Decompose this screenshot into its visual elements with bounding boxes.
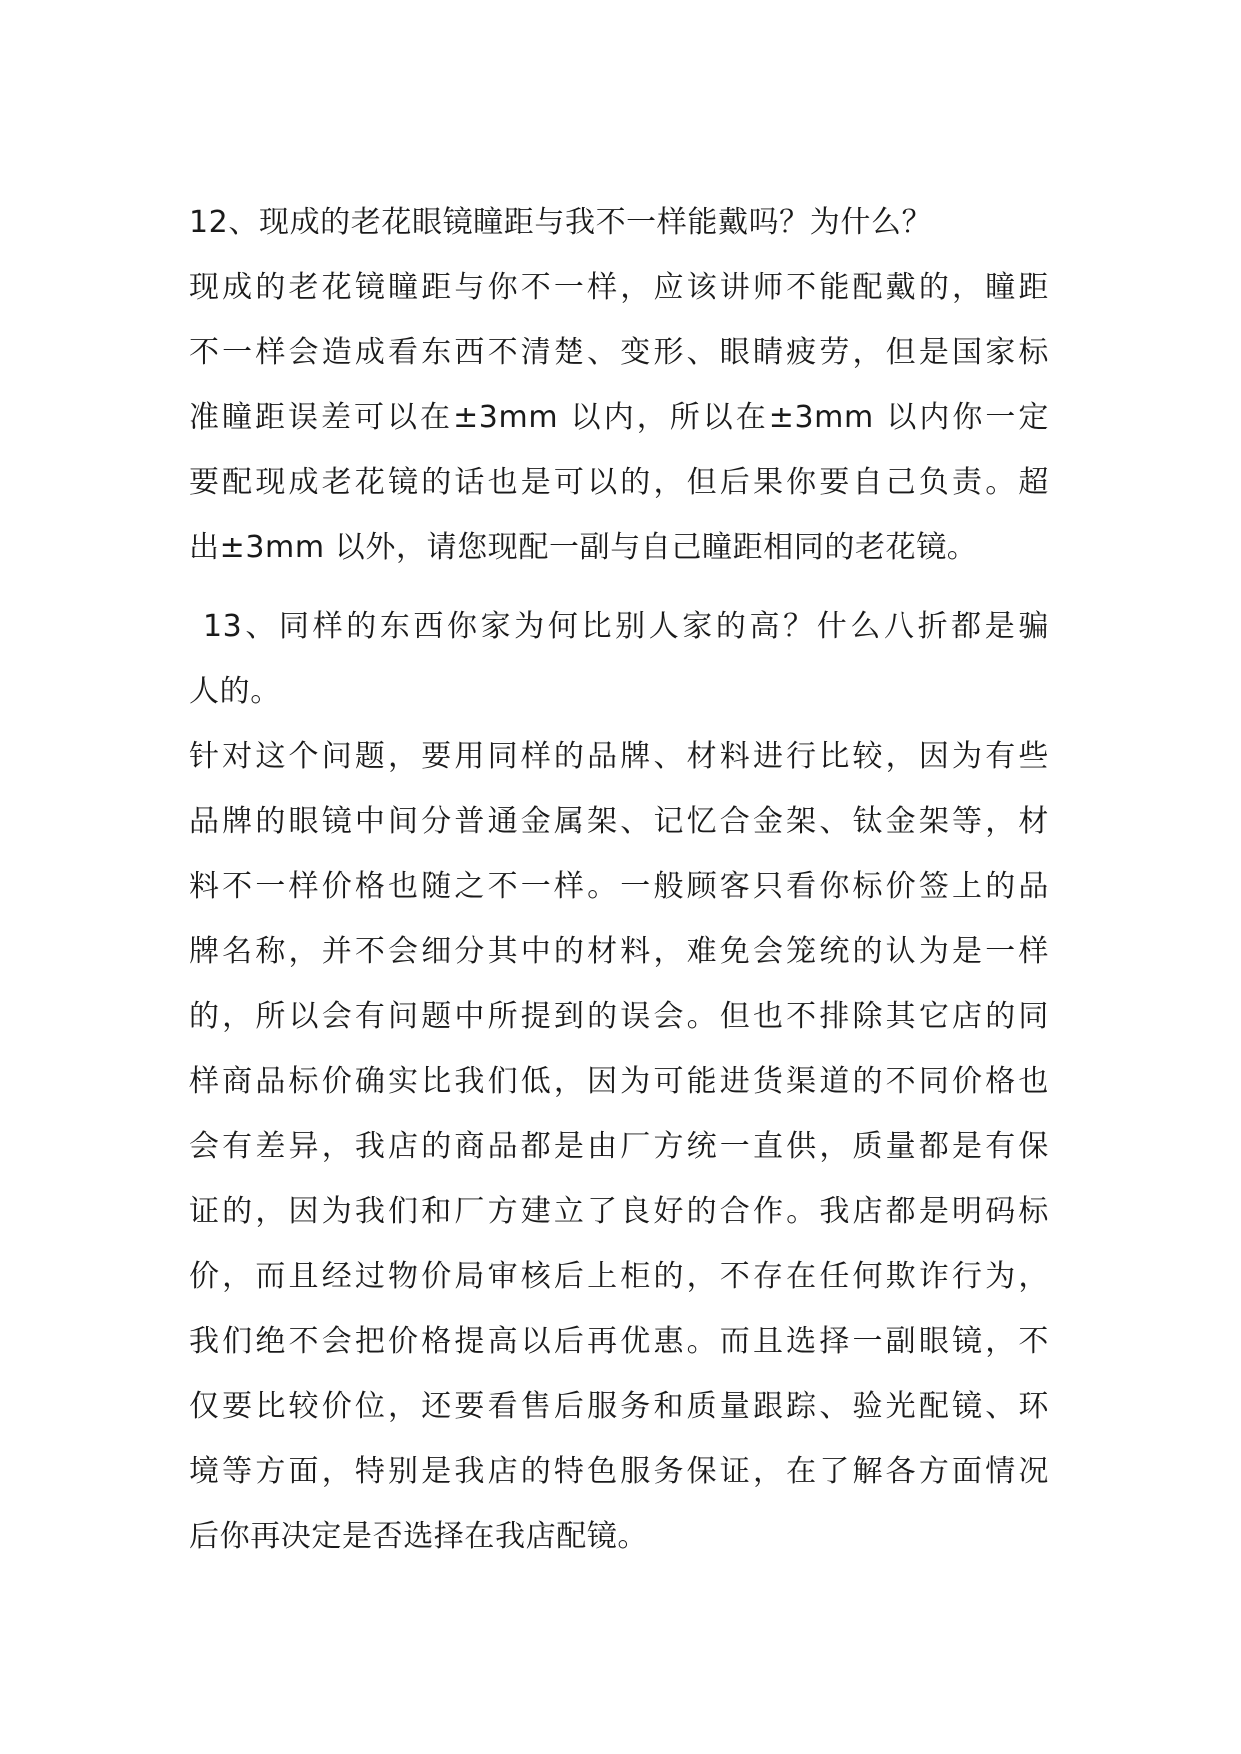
answer-13-line: 我们绝不会把价格提高以后再优惠。而且选择一副眼镜，不 [189,1324,1049,1359]
paragraph-spacer [189,580,1049,594]
answer-13-line: 仅要比较价位，还要看售后服务和质量跟踪、验光配镜、环 [189,1389,1049,1424]
answer-13-line: 后你再决定是否选择在我店配镜。 [189,1519,648,1554]
question-12-heading: 12、现成的老花眼镜瞳距与我不一样能戴吗？为什么？ [189,205,933,240]
answer-13-line: 价，而且经过物价局审核后上柜的，不存在任何欺诈行为， [189,1259,1049,1294]
faq-item-12 [189,190,1049,580]
answer-13-line: 牌名称，并不会细分其中的材料，难免会笼统的认为是一样 [189,934,1049,969]
answer-12-line: 出±3mm 以外，请您现配一副与自己瞳距相同的老花镜。 [189,530,978,565]
answer-12-line: 准瞳距误差可以在±3mm 以内，所以在±3mm 以内你一定 [189,400,1049,435]
answer-13-line: 的，所以会有问题中所提到的误会。但也不排除其它店的同 [189,999,1049,1034]
answer-13-line: 证的，因为我们和厂方建立了良好的合作。我店都是明码标 [189,1194,1049,1229]
answer-13-line: 样商品标价确实比我们低，因为可能进货渠道的不同价格也 [189,1064,1049,1099]
answer-12-line: 要配现成老花镜的话也是可以的，但后果你要自己负责。超 [189,465,1049,500]
answer-13-line: 品牌的眼镜中间分普通金属架、记忆合金架、钛金架等，材 [189,804,1049,839]
faq-item-13 [189,594,1049,1569]
answer-13-line: 针对这个问题，要用同样的品牌、材料进行比较，因为有些 [189,739,1049,774]
answer-12-line: 不一样会造成看东西不清楚、变形、眼睛疲劳，但是国家标 [189,335,1049,370]
question-13-heading: 13、同样的东西你家为何比别人家的高？什么八折都是骗 [203,609,1049,644]
question-13-heading: 人的。 [189,674,281,709]
answer-13-line: 会有差异，我店的商品都是由厂方统一直供，质量都是有保 [189,1129,1049,1164]
document-page [189,190,1049,1569]
answer-12-line: 现成的老花镜瞳距与你不一样，应该讲师不能配戴的，瞳距 [189,270,1049,305]
answer-13-line: 境等方面，特别是我店的特色服务保证，在了解各方面情况 [189,1454,1049,1489]
answer-13-line: 料不一样价格也随之不一样。一般顾客只看你标价签上的品 [189,869,1049,904]
